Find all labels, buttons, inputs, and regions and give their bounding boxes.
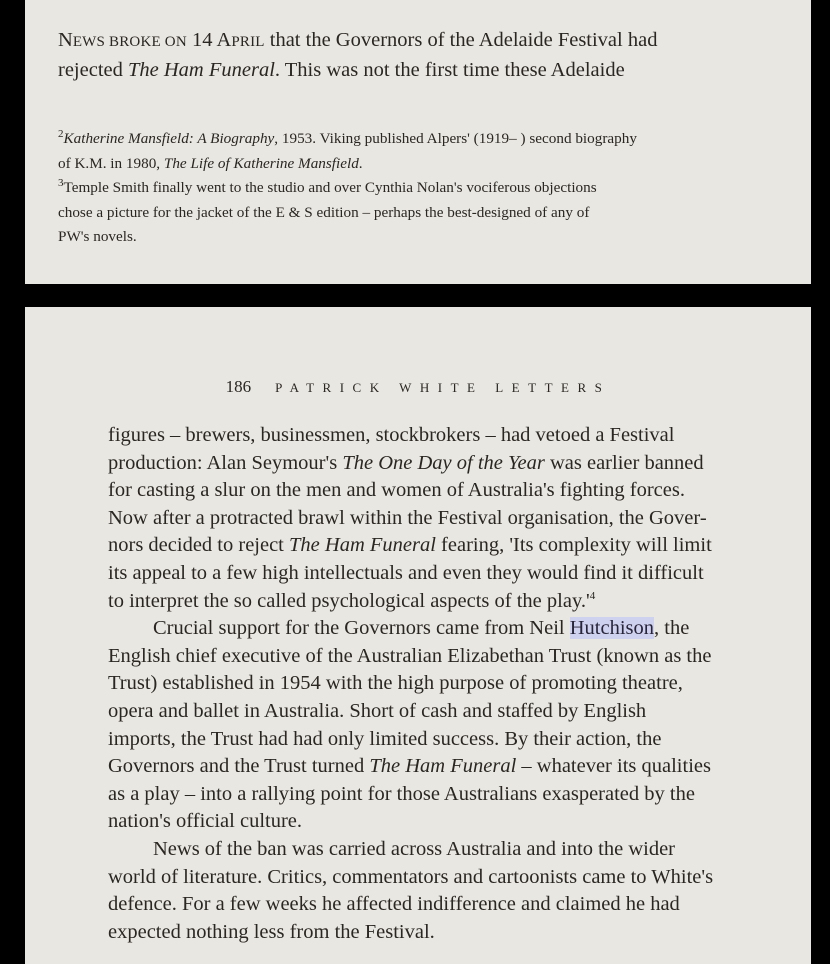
date-number: 14 [192,29,213,51]
p1-line-5-title: The Ham Funeral [289,534,436,557]
highlighted-word[interactable]: Hutchison [569,617,654,640]
p2-line-8: nation's official culture. [108,810,303,833]
p1-line-2-pre: production: Alan Seymour's [108,451,338,474]
footnote-3-line2: chose a picture for the jacket of the E & S edition – perhaps the best-designed of any of [58,203,590,221]
paragraph-1 [108,422,770,615]
p2-line-6-pre: Governors and the Trust turned [108,755,365,778]
top-page [25,0,811,284]
p2-line-1 [108,615,770,643]
footnote-2-text2: of K.M. in 1980, [58,154,161,172]
paragraph-3 [108,836,770,946]
p1-line-6: its appeal to a few high intellectuals and even they would find it difficult [108,561,704,584]
p3-line-4: expected nothing less from the Festival. [108,920,435,943]
opening-line2-title: The Ham Funeral [128,59,275,81]
opening-line2-post: . This was not the first time these Adelaide [274,59,625,81]
p3-line-2: world of literature. Critics, commentators and cartoonists came to White's [108,865,714,888]
footnote-2-title: Katherine Mansfield: A Biography [63,130,275,147]
footnote-3-line1: Temple Smith finally went to the studio and over Cynthia Nolan's vociferous objections [63,179,597,196]
p2-line-3: Trust) established in 1954 with the high purpose of promoting theatre, [108,672,683,695]
footnote-2 [58,127,758,176]
opening-paragraph [58,26,758,84]
smallcaps-initial: N [58,29,73,51]
p1-line-5-pre: nors decided to reject [108,534,284,557]
p2-line-5: imports, the Trust had had only limited success. By their action, the [108,727,662,750]
p1-line-5-post: fearing, 'Its complexity will limit [441,534,712,557]
smallcaps-rest: EWS BROKE ON [72,34,187,50]
p1-line-3: for casting a slur on the men and women of Australia's fighting forces. [108,479,685,502]
body-text [108,422,770,946]
p1-line-2 [108,450,770,478]
p1-line-5 [108,532,770,560]
footnote-2-text3: . [358,154,363,172]
p2-line-4: opera and ballet in Australia. Short of cash and staffed by English [108,699,647,722]
p3-line-1: News of the ban was carried across Australia and into the wider [153,837,676,860]
footnote-2-marker: 2 [58,127,64,140]
p2-line-7: as a play – into a rallying point for those Australians exasperated by the [108,782,695,805]
p2-line-6-title: The Ham Funeral [369,755,517,778]
footnote-3-line3: PW's novels. [58,228,137,245]
footnotes [58,127,758,250]
p3-line-3: defence. For a few weeks he affected indifference and claimed he had [108,893,680,916]
footnote-3 [58,176,758,250]
p1-line-4: Now after a protracted brawl within the Festival organisation, the Gover- [108,506,707,529]
footnote-2-text1: , 1953. Viking published Alpers' (1919– ) second biography [274,130,637,147]
footnote-2-title2: The Life of Katherine Mansfield [163,154,359,172]
running-header [25,377,811,397]
bottom-page [25,307,811,964]
running-head-title: PATRICK WHITE LETTERS [275,380,611,395]
opening-line1-text: that the Governors of the Adelaide Festival had [269,29,658,51]
paragraph-2 [108,615,770,836]
p2-line-6-post: – whatever its qualities [521,755,711,778]
footnote-4-marker: 4 [589,589,596,602]
p2-line-1-pre: Crucial support for the Governors came from Neil [153,617,565,640]
p1-line-1: figures – brewers, businessmen, stockbrokers – had vetoed a Festival [108,424,675,446]
p2-line-2: English chief executive of the Australian Elizabethan Trust (known as the [108,644,712,667]
page-number: 186 [225,377,252,396]
p1-line-7 [108,588,770,616]
month-initial: A [216,29,232,51]
p1-line-2-title: The One Day of the Year [342,451,545,474]
p2-line-6 [108,753,770,781]
footnote-3-marker: 3 [58,176,64,189]
p1-line-2-post: was earlier banned [549,451,704,474]
month-rest: PRIL [231,34,265,50]
p1-line-7-text: to interpret the so called psychological aspects of the play.' [108,589,590,612]
p2-line-1-post: , the [654,617,690,640]
opening-line2-pre: rejected [58,59,123,81]
